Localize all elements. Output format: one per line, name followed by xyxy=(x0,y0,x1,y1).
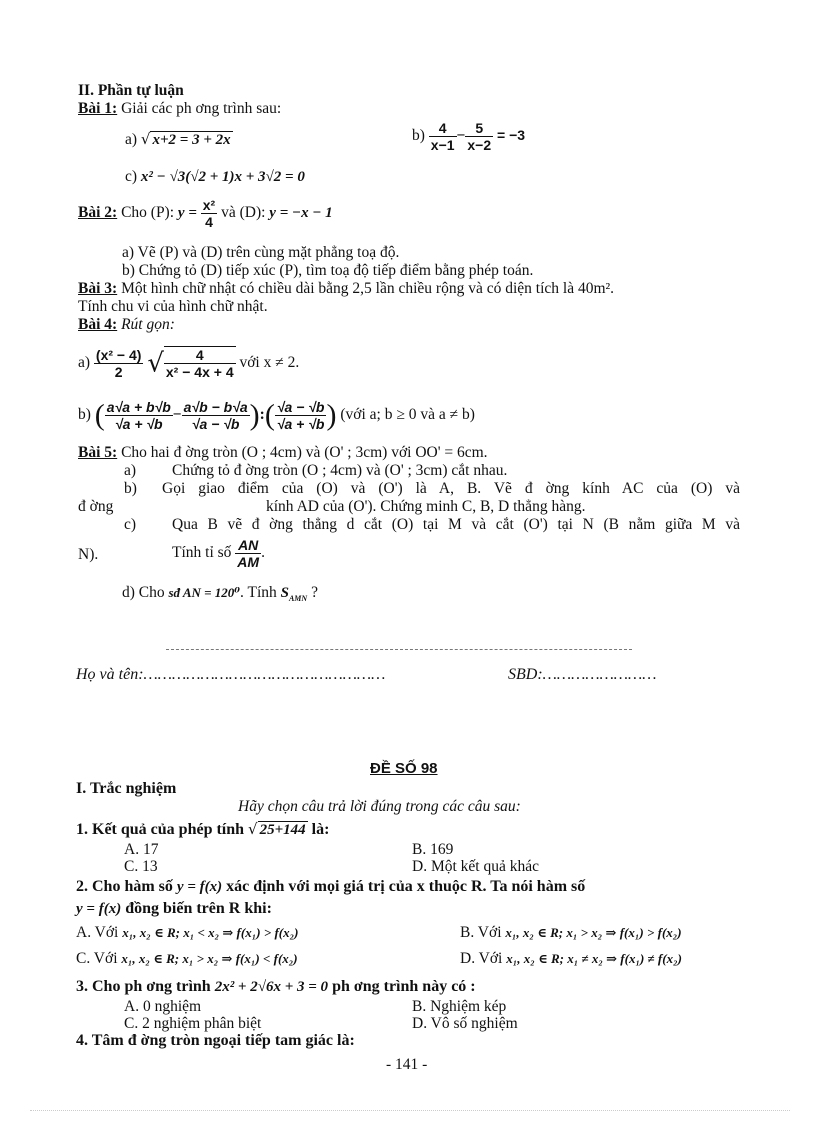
q2-line2 xyxy=(76,900,272,918)
bai4-b-label: b) xyxy=(78,406,91,423)
bai1-c-expr: x² − √3(√2 + 1)x + 3√2 = 0 xyxy=(140,169,305,185)
bai5-heading xyxy=(78,444,488,462)
q1-option-d: D. Một kết quả khác xyxy=(412,858,539,875)
bai3-line2: Tính chu vi của hình chữ nhật. xyxy=(78,298,268,315)
bai5-b2a: đ ờng xyxy=(78,498,114,515)
bai1-b-frac1: $\frac{4}{x-1}$ xyxy=(430,119,455,153)
bai4-text: Rút gọn: xyxy=(121,316,175,333)
bai5-d-expr: sđ AN = 120⁰ xyxy=(168,585,240,600)
bai2-heading xyxy=(78,196,333,230)
q2-text1: 2. Cho hàm số xyxy=(76,878,173,895)
bai4-a: a) $\frac{\text{(x² − 4)}}{2}$ √ $\frac{4}{\text{x² − 4x + 4}}$ với x ≠ 2. xyxy=(78,346,300,381)
bai1-a-expr: x+2 = 3 + 2x xyxy=(152,132,231,148)
bai3-line1 xyxy=(78,280,614,298)
q2-expr2: y = f(x) xyxy=(76,901,122,917)
q2-option-a: A. Với x₁, x₂ ∈ R; x₁ < x₂ ⇒ f(x₁) > f(x₂) xyxy=(76,924,299,941)
bai2-d-expr: y = −x − 1 xyxy=(269,205,333,221)
bai2-a: a) Vẽ (P) và (D) trên cùng mặt phẳng toạ độ. xyxy=(122,244,400,261)
bai5-d-q: ? xyxy=(311,584,318,601)
bai2-text: Cho (P): xyxy=(121,204,175,221)
bai1-a-label: a) xyxy=(125,131,138,148)
q3-option-d: D. Vô số nghiệm xyxy=(412,1015,518,1032)
bai5-c2b: Tính tỉ số xyxy=(172,544,232,561)
bai4-heading xyxy=(78,316,175,334)
bai5-a: Chứng tỏ đ ờng tròn (O ; 4cm) và (O' ; 3cm) cắt nhau. xyxy=(172,462,508,479)
bai5-text: Cho hai đ ờng tròn (O ; 4cm) và (O' ; 3cm) với OO' = 6cm. xyxy=(121,444,488,461)
q2-expr1: y = f(x) xyxy=(176,879,223,895)
bai1-b-rhs: = −3 xyxy=(497,127,526,143)
q2-option-b: B. Với x₁, x₂ ∈ R; x₁ > x₂ ⇒ f(x₁) > f(x₂) xyxy=(460,924,682,941)
q3-expr: 2x² + 2√6x + 3 = 0 xyxy=(214,979,329,995)
bai2-and: và (D): xyxy=(221,204,266,221)
q1-option-a: A. 17 xyxy=(124,841,159,858)
exam-title: ĐỀ SỐ 98 xyxy=(370,760,438,777)
bai1-b: b) $\frac{4}{x-1}$ − $\frac{5}{x-2}$ = −3 xyxy=(412,119,526,153)
bai5-d-text: . Tính xyxy=(240,584,277,601)
q1-option-b: B. 169 xyxy=(412,841,454,858)
q2-text3: đồng biến trên R khi: xyxy=(125,900,272,917)
page-number: - 141 - xyxy=(386,1056,428,1073)
sbd-field: SBD:…………………… xyxy=(508,666,657,683)
bai5-d-sub: AMN xyxy=(288,594,308,603)
bai1-label: Bài 1: xyxy=(78,100,118,117)
q3 xyxy=(76,978,476,996)
q3-text2: ph ơng trình này có : xyxy=(332,978,476,995)
bai4-b-frac1: $\frac{a√a + b√b}{√a + √b}$ xyxy=(106,398,171,432)
q3-option-b: B. Nghiệm kép xyxy=(412,998,507,1015)
dashed-divider xyxy=(166,649,632,650)
bai2-p-lhs: y = xyxy=(177,205,197,221)
bai1-a: a) √ x+2 = 3 + 2x xyxy=(125,130,231,148)
bai5-b1: Gọi giao điểm của (O) và (O') là A, B. Vẽ đ ờng kính AC của (O) và xyxy=(162,480,740,497)
bai5-b2b: kính AD của (O'). Chứng minh C, B, D thẳng hàng. xyxy=(266,498,586,515)
bai1-text: Giải các ph ơng trình sau: xyxy=(121,100,282,117)
q3-option-a: A. 0 nghiệm xyxy=(124,998,202,1015)
bai3-label: Bài 3: xyxy=(78,280,118,297)
bai5-c2a: N). xyxy=(78,546,99,563)
bai5-b-label: b) xyxy=(124,480,137,497)
q1: 1. Kết quả của phép tính √ 25+144 là: xyxy=(76,820,330,838)
name-field: Họ và tên:…………………………………………… xyxy=(76,666,386,683)
bai5-d-label: d) Cho xyxy=(122,584,165,601)
bai2-label: Bài 2: xyxy=(78,204,118,221)
q1-text: 1. Kết quả của phép tính xyxy=(76,821,245,838)
bai4-a-label: a) xyxy=(78,354,91,371)
bai4-b: b) ( $\frac{a√a + b√b}{√a + √b}$ − $\frac{a√b - b√a}{√a - √b}$ ):( $\frac{√a - √b}{√a + √b}$ ) (với a; b ≥ 0 và a ≠ b) xyxy=(78,398,475,432)
bai4-label: Bài 4: xyxy=(78,316,118,333)
q1-option-c: C. 13 xyxy=(124,858,158,875)
q2-option-d: D. Với x₁, x₂ ∈ R; x₁ ≠ x₂ ⇒ f(x₁) ≠ f(x₂) xyxy=(460,950,682,967)
bai1-b-label: b) xyxy=(412,127,425,144)
bai4-b-frac3: $\frac{√a - √b}{√a + √b}$ xyxy=(276,398,325,432)
bai2-b: b) Chứng tỏ (D) tiếp xúc (P), tìm toạ độ tiếp điểm bằng phép toán. xyxy=(122,262,534,279)
bai4-a-inner-frac: $\frac{4}{\text{x² − 4x + 4}}$ xyxy=(165,347,234,381)
bai5-d-s: S xyxy=(280,585,289,601)
bai1-c-label: c) xyxy=(125,168,138,185)
q1-expr: 25+144 xyxy=(259,822,306,838)
bai5-label: Bài 5: xyxy=(78,444,118,461)
bai5-d xyxy=(122,584,318,608)
q2-text2: xác định với mọi giá trị của x thuộc R. Ta nói hàm số xyxy=(226,878,586,895)
bai4-b-cond: (với a; b ≥ 0 và a ≠ b) xyxy=(340,406,475,423)
bai1-heading xyxy=(78,100,281,118)
bai5-c-label: c) xyxy=(124,516,137,533)
instruction: Hãy chọn câu trả lời đúng trong các câu sau: xyxy=(238,798,521,815)
q2-option-c: C. Với x₁, x₂ ∈ R; x₁ > x₂ ⇒ f(x₁) < f(x₂) xyxy=(76,950,298,967)
bai1-b-frac2: $\frac{5}{x-2}$ xyxy=(467,119,492,153)
q1-tail: là: xyxy=(311,821,330,838)
section1-title: I. Trắc nghiệm xyxy=(76,780,177,797)
bai5-c-frac: $\frac{AN}{AM}$ xyxy=(237,536,260,570)
q3-option-c: C. 2 nghiệm phân biệt xyxy=(124,1015,262,1032)
section-title: II. Phần tự luận xyxy=(78,82,184,99)
bai2-p-frac: $\frac{\text{x²}}{4}$ xyxy=(202,196,216,230)
bottom-dotted-rule xyxy=(30,1110,790,1111)
bai4-a-cond: với x ≠ 2. xyxy=(239,354,300,371)
bai4-a-frac: $\frac{\text{(x² − 4)}}{2}$ xyxy=(95,346,142,380)
bai5-c1: Qua B vẽ đ ờng thẳng d cắt (O) tại M và cắt (O') tại N (B nằm giữa M và xyxy=(172,516,740,533)
bai4-b-frac2: $\frac{a√b - b√a}{√a - √b}$ xyxy=(183,398,248,432)
bai1-c xyxy=(125,168,305,186)
bai3-text: Một hình chữ nhật có chiều dài bằng 2,5 lần chiều rộng và có diện tích là 40m². xyxy=(121,280,615,297)
q2-line1 xyxy=(76,878,585,896)
q3-text1: 3. Cho ph ơng trình xyxy=(76,978,211,995)
bai5-a-label: a) xyxy=(124,462,137,479)
bai5-c2: Tính tỉ số $\frac{AN}{AM}$ . xyxy=(172,536,265,570)
q4: 4. Tâm đ ờng tròn ngoại tiếp tam giác là: xyxy=(76,1032,355,1049)
